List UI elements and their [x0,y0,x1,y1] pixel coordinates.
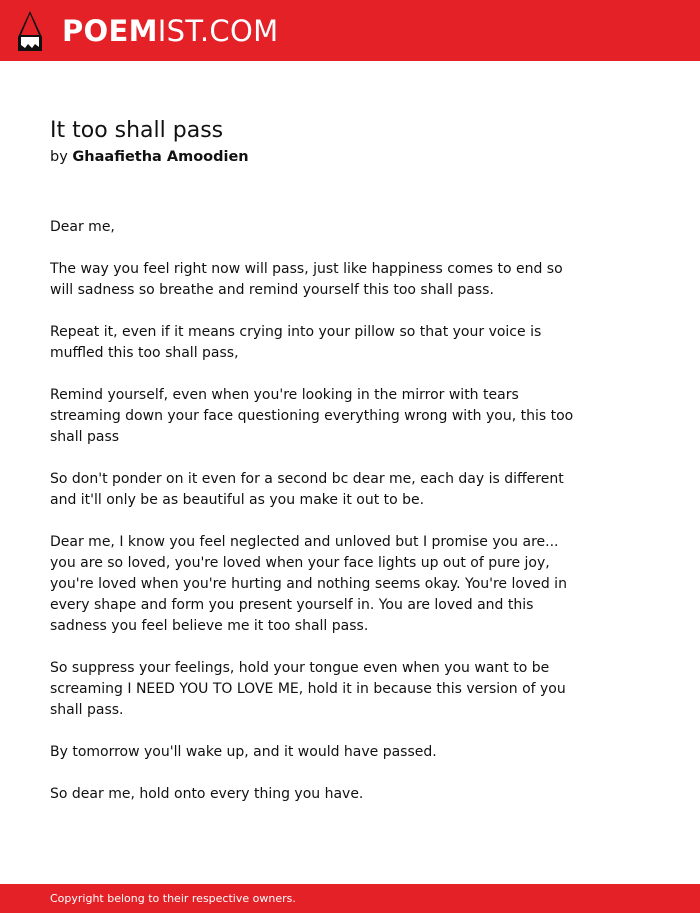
poem-byline [50,146,580,168]
by-label: by [50,149,68,165]
pencil-icon[interactable] [18,11,42,51]
stanza: So don't ponder on it even for a second bc dear me, each day is different and it'll only be as beautiful as you make it out to be. [50,471,564,508]
poem-title: It too shall pass [50,118,224,143]
site-logo[interactable] [62,13,278,49]
stanza: So suppress your feelings, hold your tongue even when you want to be screaming I NEED YOU TO LOVE ME, hold it in because this version of you shall pass. [50,660,566,718]
poem-body [50,217,580,805]
stanza: Remind yourself, even when you're looking in the mirror with tears streaming down your face questioning everything wrong with you, this too shall pass [50,387,574,445]
author-name[interactable]: Ghaafietha Amoodien [72,149,249,165]
stanza: Dear me, [50,219,115,235]
logo-bold-text: POEM [62,14,158,48]
logo-light-text: IST.COM [157,14,279,48]
site-footer [0,884,700,913]
stanza: So dear me, hold onto every thing you have. [50,786,364,802]
site-header [0,0,700,61]
poem-content [50,116,580,826]
copyright-text: Copyright belong to their respective owners. [50,892,296,905]
stanza: The way you feel right now will pass, just like happiness comes to end so will sadness so breathe and remind yourself this too shall pass. [50,261,563,298]
stanza: By tomorrow you'll wake up, and it would have passed. [50,744,437,760]
stanza: Repeat it, even if it means crying into your pillow so that your voice is muffled this too shall pass, [50,324,542,361]
stanza: Dear me, I know you feel neglected and unloved but I promise you are... you are so loved, you're loved when your face lights up out of pure joy, you're loved when you're hurting and nothing seems okay. You're loved in every shape and form you present yourself in. You are loved and this sadness you feel believe me it too shall pass. [50,534,567,634]
